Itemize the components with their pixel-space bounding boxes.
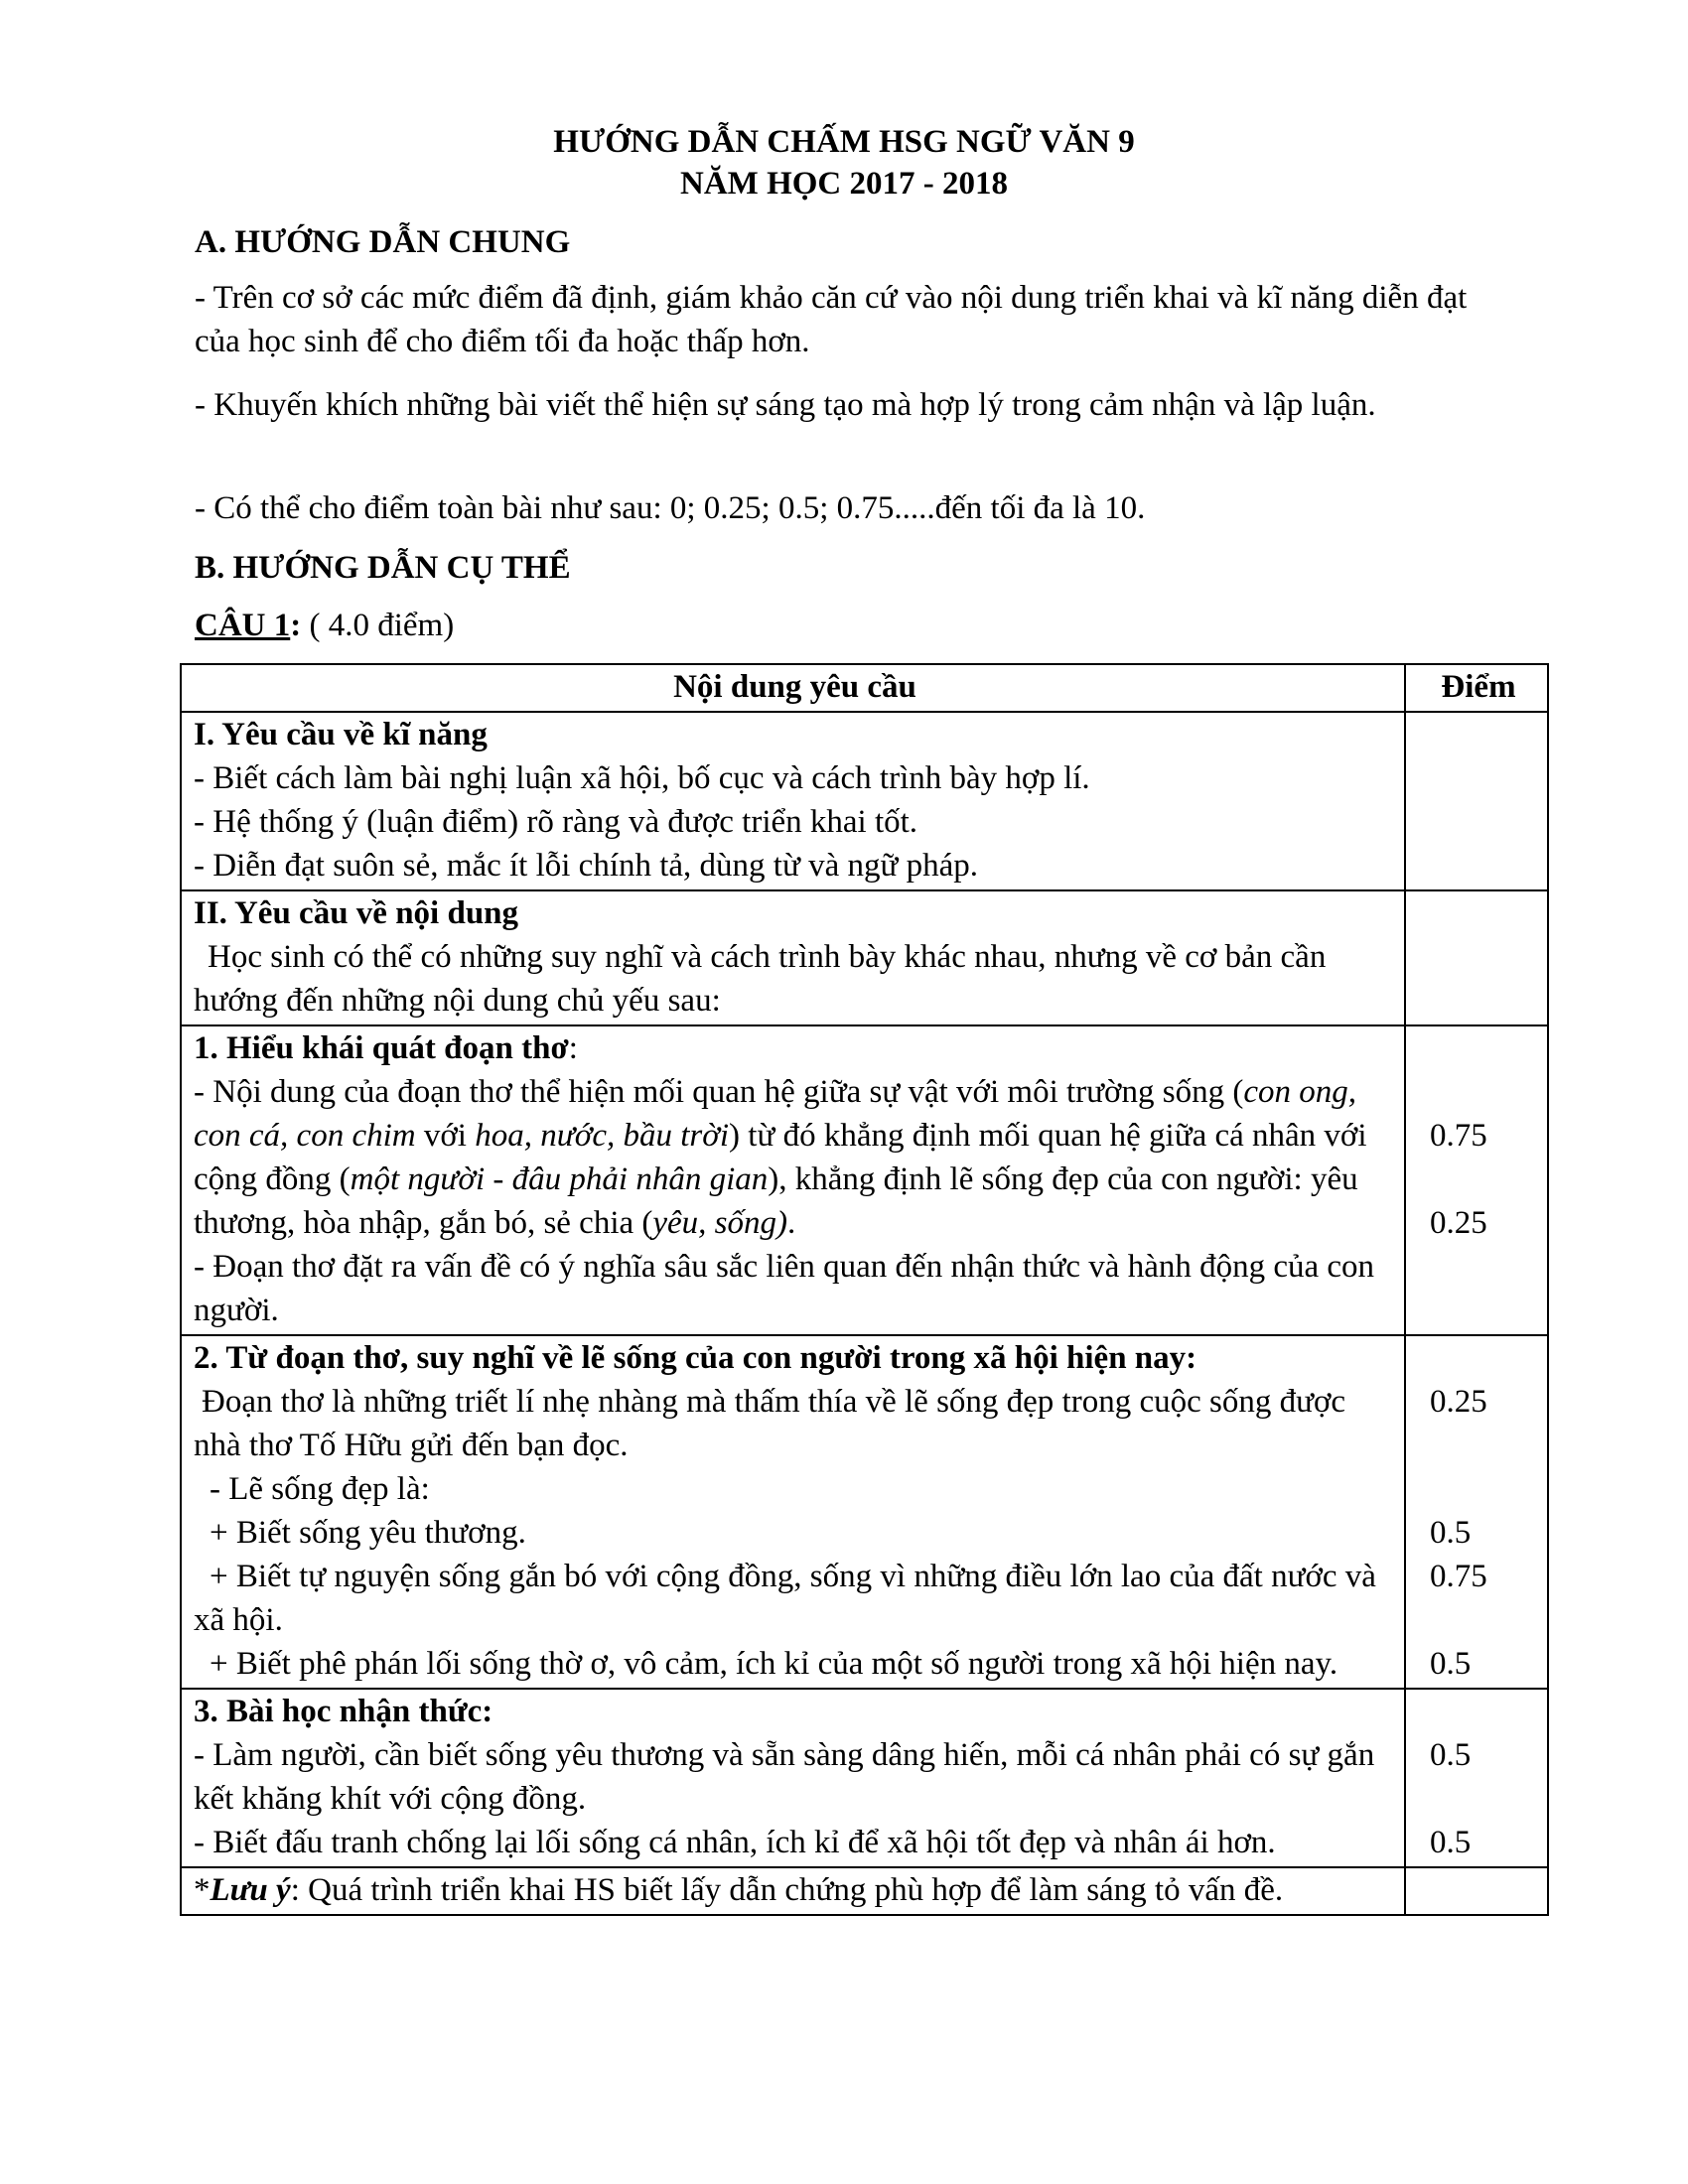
reflection-item: + Biết tự nguyện sống gắn bó với cộng đồng, sống vì những điều lớn lao của đất nước và xã hội. — [194, 1559, 1376, 1638]
reflection-cell — [181, 1335, 1405, 1689]
question-colon: : — [290, 608, 302, 643]
table-row — [181, 890, 1548, 1025]
lesson-item: - Biết đấu tranh chống lại lối sống cá nhân, ích kỉ để xã hội tốt đẹp và nhân ái hơn. — [194, 1825, 1276, 1860]
content-intro: Học sinh có thể có những suy nghĩ và cách trình bày khác nhau, nhưng về cơ bản cần hướng đến những nội dung chủ yếu sau: — [194, 939, 1327, 1019]
text-run: . — [787, 1205, 796, 1241]
text-run: với — [415, 1118, 476, 1154]
reflection-item: + Biết sống yêu thương. — [210, 1515, 526, 1551]
table-row — [181, 712, 1548, 890]
lesson-title: 3. Bài học nhận thức: — [194, 1694, 493, 1729]
general-guideline-3: - Có thể cho điểm toàn bài như sau: 0; 0.25; 0.5; 0.75.....đến tối đa là 10. — [195, 490, 1146, 526]
question-label: CÂU 1 — [195, 608, 291, 643]
score-cell — [1405, 1689, 1548, 1867]
school-year: NĂM HỌC 2017 - 2018 — [680, 166, 1008, 202]
understanding-title-line — [194, 1026, 1396, 1070]
score-value: 0.5 — [1430, 1515, 1472, 1551]
table-row — [181, 1689, 1548, 1867]
score-value: 0.5 — [1430, 1646, 1472, 1682]
table-row — [181, 1335, 1548, 1689]
content-title: II. Yêu cầu về nội dung — [194, 895, 519, 931]
score-cell-empty — [1405, 890, 1548, 1025]
question-heading — [195, 604, 1515, 647]
reflection-subheading: - Lẽ sống đẹp là: — [210, 1471, 430, 1507]
score-value: 0.75 — [1430, 1559, 1487, 1594]
understanding-colon: : — [568, 1030, 578, 1066]
header-content: Nội dung yêu cầu — [181, 664, 1405, 712]
section-b-heading: B. HƯỚNG DẪN CỤ THỂ — [195, 550, 571, 586]
italic-run: hoa, nước, bầu trời — [475, 1118, 730, 1154]
score-value: 0.5 — [1430, 1737, 1472, 1773]
skills-line: - Biết cách làm bài nghị luận xã hội, bố cục và cách trình bày hợp lí. — [194, 760, 1090, 796]
page-title: HƯỚNG DẪN CHẤM HSG NGỮ VĂN 9 — [553, 124, 1135, 160]
note-line — [194, 1868, 1396, 1912]
grading-table — [180, 663, 1549, 1916]
reflection-item: + Biết phê phán lối sống thờ ơ, vô cảm, ích kỉ của một số người trong xã hội hiện nay. — [210, 1646, 1338, 1682]
section-a-heading: A. HƯỚNG DẪN CHUNG — [195, 224, 571, 260]
score-value: 0.25 — [1430, 1384, 1487, 1420]
general-guideline-1: - Trên cơ sở các mức điểm đã định, giám khảo căn cứ vào nội dung triển khai và kĩ năng diễn đạt của học sinh để cho điểm tối đa hoặc thấp hơn. — [195, 280, 1468, 359]
text-run: ) từ đó khẳng định mối quan hệ giữa cá nhân với cộng đồng ( — [194, 1118, 1367, 1197]
question-points: ( 4.0 điểm) — [301, 608, 455, 643]
skills-cell — [181, 712, 1405, 890]
header-score: Điểm — [1405, 664, 1548, 712]
note-label: Lưu ý — [210, 1872, 291, 1908]
note-text: : Quá trình triển khai HS biết lấy dẫn chứng phù hợp để làm sáng tỏ vấn đề. — [290, 1872, 1284, 1908]
score-cell-empty — [1405, 1867, 1548, 1915]
table-header-row — [181, 664, 1548, 712]
understanding-point-1 — [194, 1070, 1396, 1245]
skills-title: I. Yêu cầu về kĩ năng — [194, 717, 488, 752]
understanding-title: 1. Hiểu khái quát đoạn thơ — [194, 1030, 569, 1066]
score-cell — [1405, 1335, 1548, 1689]
italic-run: yêu, sống) — [652, 1205, 788, 1241]
general-guideline-2: - Khuyến khích những bài viết thể hiện sự sáng tạo mà hợp lý trong cảm nhận và lập luận. — [195, 387, 1376, 423]
skills-line: - Hệ thống ý (luận điểm) rõ ràng và được triển khai tốt. — [194, 804, 918, 840]
text-run: - Nội dung của đoạn thơ thể hiện mối quan hệ giữa sự vật với môi trường sống ( — [194, 1074, 1244, 1110]
skills-line: - Diễn đạt suôn sẻ, mắc ít lỗi chính tả, dùng từ và ngữ pháp. — [194, 848, 979, 884]
note-star: * — [194, 1872, 211, 1908]
score-value: 0.25 — [1430, 1205, 1487, 1241]
score-cell — [1405, 1025, 1548, 1335]
table-row — [181, 1025, 1548, 1335]
reflection-title: 2. Từ đoạn thơ, suy nghĩ về lẽ sống của con người trong xã hội hiện nay: — [194, 1340, 1197, 1376]
reflection-intro: Đoạn thơ là những triết lí nhẹ nhàng mà thấm thía về lẽ sống đẹp trong cuộc sống được nhà thơ Tố Hữu gửi đến bạn đọc. — [194, 1384, 1346, 1463]
score-value: 0.5 — [1430, 1825, 1472, 1860]
score-cell-empty — [1405, 712, 1548, 890]
understanding-point-2: - Đoạn thơ đặt ra vấn đề có ý nghĩa sâu sắc liên quan đến nhận thức và hành động của con người. — [194, 1249, 1375, 1328]
italic-run: một người - đâu phải nhân gian — [350, 1161, 769, 1197]
note-cell — [181, 1867, 1405, 1915]
lesson-cell — [181, 1689, 1405, 1867]
italic-run: con ong, con cá, con chim — [194, 1074, 1356, 1154]
lesson-item: - Làm người, cần biết sống yêu thương và sẵn sàng dâng hiến, mỗi cá nhân phải có sự gắn kết khăng khít với cộng đồng. — [194, 1737, 1375, 1817]
score-value: 0.75 — [1430, 1118, 1487, 1154]
table-row — [181, 1867, 1548, 1915]
content-requirements-cell — [181, 890, 1405, 1025]
text-run: ), khẳng định lẽ sống đẹp của con người: yêu thương, hòa nhập, gắn bó, sẻ chia ( — [194, 1161, 1358, 1241]
understanding-cell — [181, 1025, 1405, 1335]
